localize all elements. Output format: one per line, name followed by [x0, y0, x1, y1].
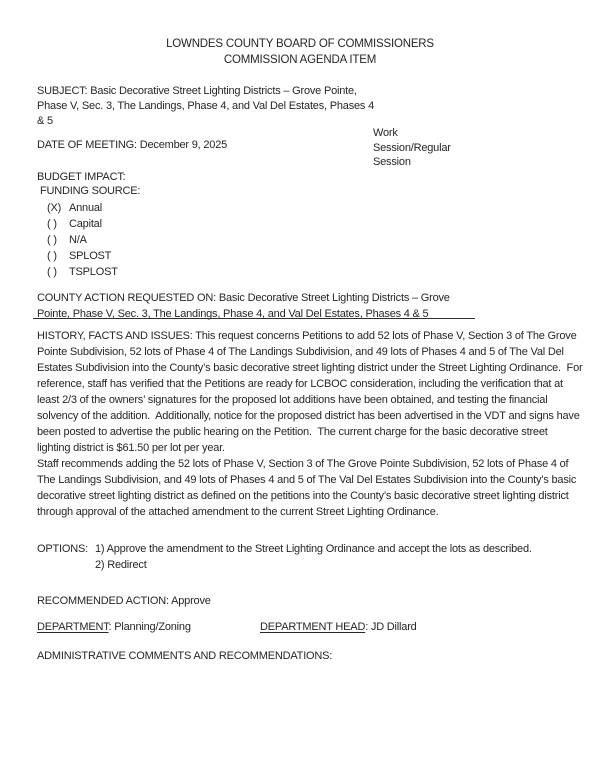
options-label: OPTIONS:: [37, 543, 88, 555]
checkbox-mark: ( ): [47, 218, 57, 230]
date-of-meeting: DATE OF MEETING: December 9, 2025: [37, 139, 228, 151]
session-type-line: Session/Regular: [373, 141, 451, 154]
funding-source-list: [47, 200, 118, 280]
funding-option-row: [47, 216, 118, 232]
funding-option-label: TSPLOST: [69, 266, 118, 278]
funding-option-row: [47, 248, 118, 264]
session-type-line: Session: [373, 156, 411, 168]
document-header: [0, 36, 600, 68]
department-head-value: : JD Dillard: [365, 621, 417, 633]
department-label: DEPARTMENT: [37, 621, 109, 633]
subject-line: & 5: [37, 115, 53, 127]
administrative-comments-label: ADMINISTRATIVE COMMENTS AND RECOMMENDATIONS:: [37, 650, 333, 662]
subject-line: SUBJECT: Basic Decorative Street Lighting Districts – Grove Pointe,: [37, 85, 357, 97]
department-group: [37, 621, 191, 633]
funding-option-row: [47, 200, 118, 216]
funding-option-row: [47, 264, 118, 280]
option-item: 2) Redirect: [94, 559, 147, 571]
funding-option-row: [47, 232, 118, 248]
session-type-line: Work: [373, 127, 398, 139]
county-action-line: Pointe, Phase V, Sec. 3, The Landings, Phase 4, and Val Del Estates, Phases 4 & 5: [37, 308, 429, 320]
funding-source-label: FUNDING SOURCE:: [40, 185, 141, 197]
subject-line: Phase V, Sec. 3, The Landings, Phase 4, and Val Del Estates, Phases 4: [37, 100, 375, 112]
recommended-action: RECOMMENDED ACTION: Approve: [37, 595, 211, 607]
subject-block: [37, 84, 397, 129]
document-type-title: COMMISSION AGENDA ITEM: [223, 54, 377, 66]
funding-option-label: SPLOST: [69, 250, 112, 262]
funding-option-label: N/A: [69, 234, 87, 246]
board-title: LOWNDES COUNTY BOARD OF COMMISSIONERS: [166, 38, 434, 50]
session-type-block: [373, 126, 513, 170]
staff-recommendation-paragraph: Staff recommends adding the 52 lots of Phase V, Section 3 of The Grove Pointe Subdivision, 52 lots of Phase 4 of The Landings Subdivision, and 49 lots of Phases 4 and 5 of The Val Del Estates Subdivision into the County’s basic decorative street lighting district as defined on the petitions into the County’s basic decorative street lighting district through approval of the attached amendment to the current Street Lighting Ordinance.: [37, 458, 580, 518]
department-head-group: [260, 621, 417, 633]
checkbox-mark: ( ): [47, 250, 57, 262]
county-action-underline: [33, 318, 475, 319]
checkbox-mark: ( ): [47, 234, 57, 246]
checkbox-mark: (X): [47, 202, 62, 214]
county-action-line: COUNTY ACTION REQUESTED ON: Basic Decorative Street Lighting Districts – Grove: [37, 292, 450, 304]
funding-option-label: Annual: [69, 202, 103, 214]
department-value: : Planning/Zoning: [108, 621, 191, 633]
checkbox-mark: ( ): [47, 266, 57, 278]
budget-impact-label: BUDGET IMPACT:: [37, 171, 126, 183]
history-facts-issues-paragraph: HISTORY, FACTS AND ISSUES: This request concerns Petitions to add 52 lots of Phase V, Section 3 of The Grove Pointe Subdivision, 52 lots of Phase 4 of The Landings Subdivision, and 49 lots of Phases 4 and 5 of The Val Del Estates Subdivision into the County’s basic decorative street lighting district under the Street Lighting Ordinance. For reference, staff has verified that the Petitions are ready for LCBOC consideration, including the verification that at least 2/3 of the owners’ signatures for the proposed lot additions have been obtained, and testing the financial solvency of the addition. Additionally, notice for the proposed district has been advertised in the VDT and signs have been posted to advertise the public hearing on the Petition. The current charge for the basic decorative street lighting district is $61.50 per lot per year.: [37, 330, 586, 454]
department-row: [37, 621, 583, 633]
funding-option-label: Capital: [69, 218, 102, 230]
options-items: [95, 541, 582, 573]
options-block: [37, 541, 582, 573]
option-item: 1) Approve the amendment to the Street Lighting Ordinance and accept the lots as described.: [94, 543, 532, 555]
department-head-label: DEPARTMENT HEAD: [260, 621, 366, 633]
